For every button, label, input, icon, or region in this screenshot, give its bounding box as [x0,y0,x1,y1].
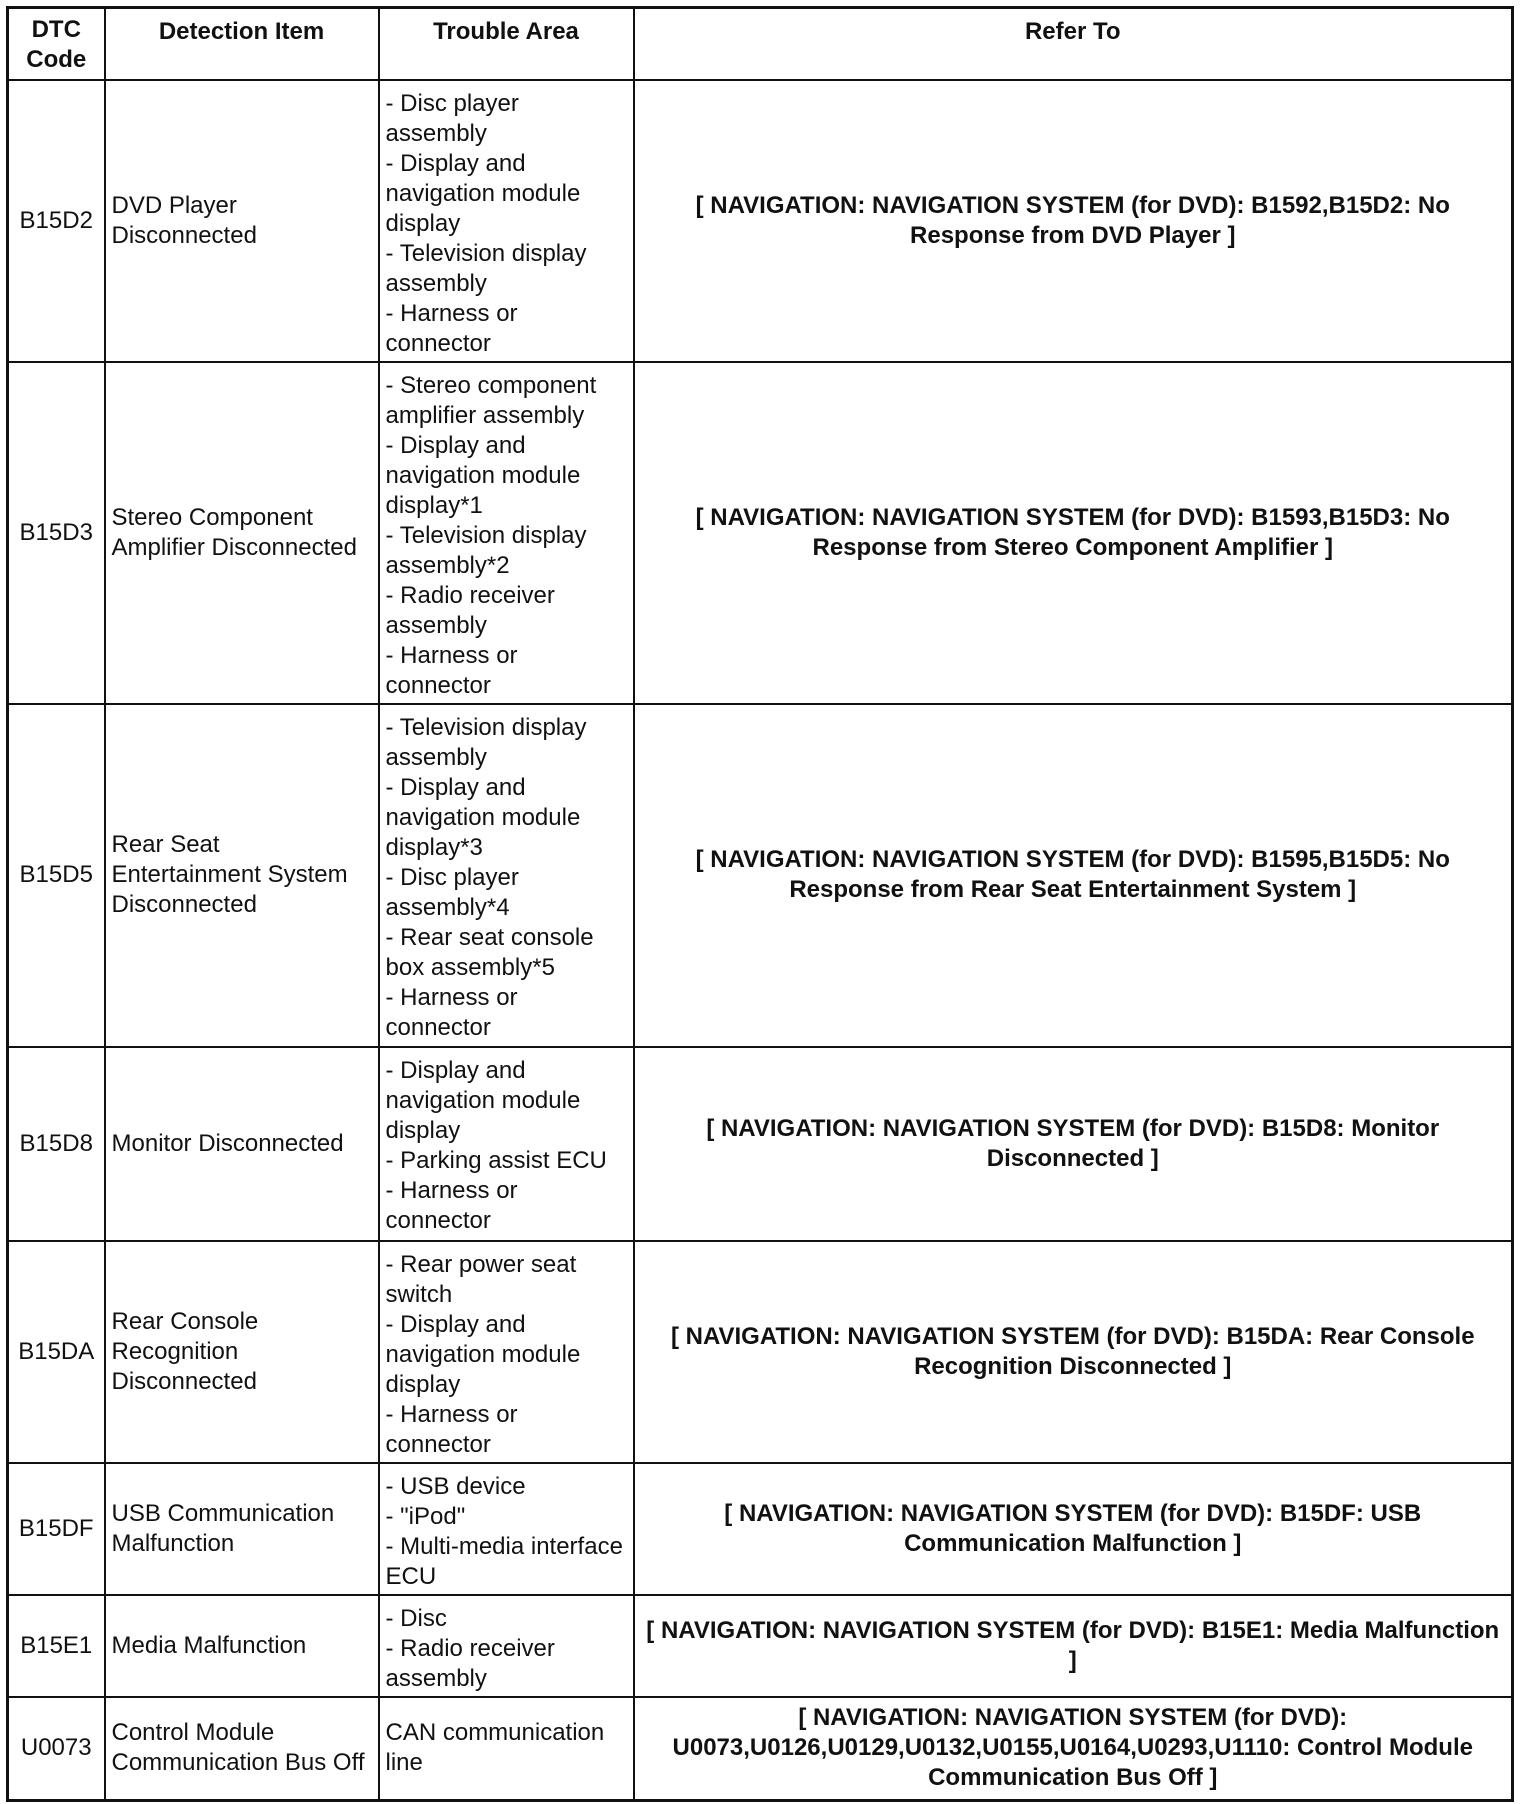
trouble-area-entry: - Disc [385,1604,447,1632]
dtc-code: B15D5 [8,704,105,1047]
dtc-table [6,6,1514,1802]
table-row [8,1697,1513,1801]
detection-item: Media Malfunction [105,1595,379,1697]
trouble-area-entry: - Harness or connector [385,641,518,699]
trouble-area-entry: - Display and navigation module display*1 [385,431,581,519]
dtc-code: B15D2 [8,80,105,362]
header-dtc-code: DTC Code [8,8,105,80]
trouble-area-entry: - Harness or connector [385,983,518,1041]
table-row [8,1463,1513,1595]
refer-to-link[interactable]: [ NAVIGATION: NAVIGATION SYSTEM (for DVD): U0073,U0126,U0129,U0132,U0155,U0164,U0293,U1110: Control Module Communication Bus Off ] [634,1697,1513,1801]
refer-to-link[interactable]: [ NAVIGATION: NAVIGATION SYSTEM (for DVD): B1593,B15D3: No Response from Stereo Component Amplifier ] [634,362,1513,704]
dtc-code: B15E1 [8,1595,105,1697]
trouble-area [379,704,634,1047]
dtc-code: B15DF [8,1463,105,1595]
trouble-area-entry: - Parking assist ECU [385,1146,607,1174]
header-detection-item: Detection Item [105,8,379,80]
dtc-code: U0073 [8,1697,105,1801]
trouble-area-entry: - Disc player assembly [385,89,519,147]
table-row [8,80,1513,362]
table-row [8,1047,1513,1241]
detection-item: Rear Console Recognition Disconnected [105,1241,379,1463]
trouble-area-entry: - Rear power seat switch [385,1250,577,1308]
trouble-area-entry: - Stereo component amplifier assembly [385,371,597,429]
trouble-area-entry: CAN communication line [385,1719,605,1777]
trouble-area-entry: - "iPod" [385,1502,466,1530]
trouble-area-entry: - Radio receiver assembly [385,581,555,639]
detection-item: USB Communication Malfunction [105,1463,379,1595]
trouble-area-entry: - Television display assembly [385,713,587,771]
trouble-area [379,80,634,362]
detection-item: Control Module Communication Bus Off [105,1697,379,1801]
table-row [8,362,1513,704]
trouble-area [379,362,634,704]
detection-item: Monitor Disconnected [105,1047,379,1241]
refer-to-link[interactable]: [ NAVIGATION: NAVIGATION SYSTEM (for DVD): B1592,B15D2: No Response from DVD Player ] [634,80,1513,362]
trouble-area-entry: - Display and navigation module display [385,1056,581,1144]
header-trouble-area: Trouble Area [379,8,634,80]
refer-to-link[interactable]: [ NAVIGATION: NAVIGATION SYSTEM (for DVD): B15E1: Media Malfunction ] [634,1595,1513,1697]
trouble-area-entry: - Television display assembly [385,239,587,297]
table-row [8,1241,1513,1463]
trouble-area [379,1241,634,1463]
trouble-area-entry: - Harness or connector [385,1176,518,1234]
trouble-area [379,1595,634,1697]
trouble-area [379,1697,634,1801]
trouble-area-entry: - Television display assembly*2 [385,521,587,579]
trouble-area-entry: - Harness or connector [385,1400,518,1458]
trouble-area-entry: - Display and navigation module display [385,149,581,237]
refer-to-link[interactable]: [ NAVIGATION: NAVIGATION SYSTEM (for DVD): B15DF: USB Communication Malfunction ] [634,1463,1513,1595]
header-row [8,8,1513,80]
trouble-area-entry: - USB device [385,1472,526,1500]
header-refer-to: Refer To [634,8,1513,80]
dtc-code: B15D3 [8,362,105,704]
dtc-code: B15DA [8,1241,105,1463]
trouble-area-entry: - Display and navigation module display*3 [385,773,581,861]
trouble-area [379,1463,634,1595]
trouble-area [379,1047,634,1241]
detection-item: Stereo Component Amplifier Disconnected [105,362,379,704]
trouble-area-entry: - Rear seat console box assembly*5 [385,923,594,981]
refer-to-link[interactable]: [ NAVIGATION: NAVIGATION SYSTEM (for DVD): B15DA: Rear Console Recognition Disconnected ] [634,1241,1513,1463]
refer-to-link[interactable]: [ NAVIGATION: NAVIGATION SYSTEM (for DVD): B1595,B15D5: No Response from Rear Seat Entertainment System ] [634,704,1513,1047]
trouble-area-entry: - Disc player assembly*4 [385,863,519,921]
dtc-code: B15D8 [8,1047,105,1241]
detection-item: Rear Seat Entertainment System Disconnected [105,704,379,1047]
table-row [8,704,1513,1047]
detection-item: DVD Player Disconnected [105,80,379,362]
trouble-area-entry: - Radio receiver assembly [385,1634,555,1692]
trouble-area-entry: - Display and navigation module display [385,1310,581,1398]
trouble-area-entry: - Multi-media interface ECU [385,1532,623,1590]
table-row [8,1595,1513,1697]
trouble-area-entry: - Harness or connector [385,299,518,357]
refer-to-link[interactable]: [ NAVIGATION: NAVIGATION SYSTEM (for DVD): B15D8: Monitor Disconnected ] [634,1047,1513,1241]
